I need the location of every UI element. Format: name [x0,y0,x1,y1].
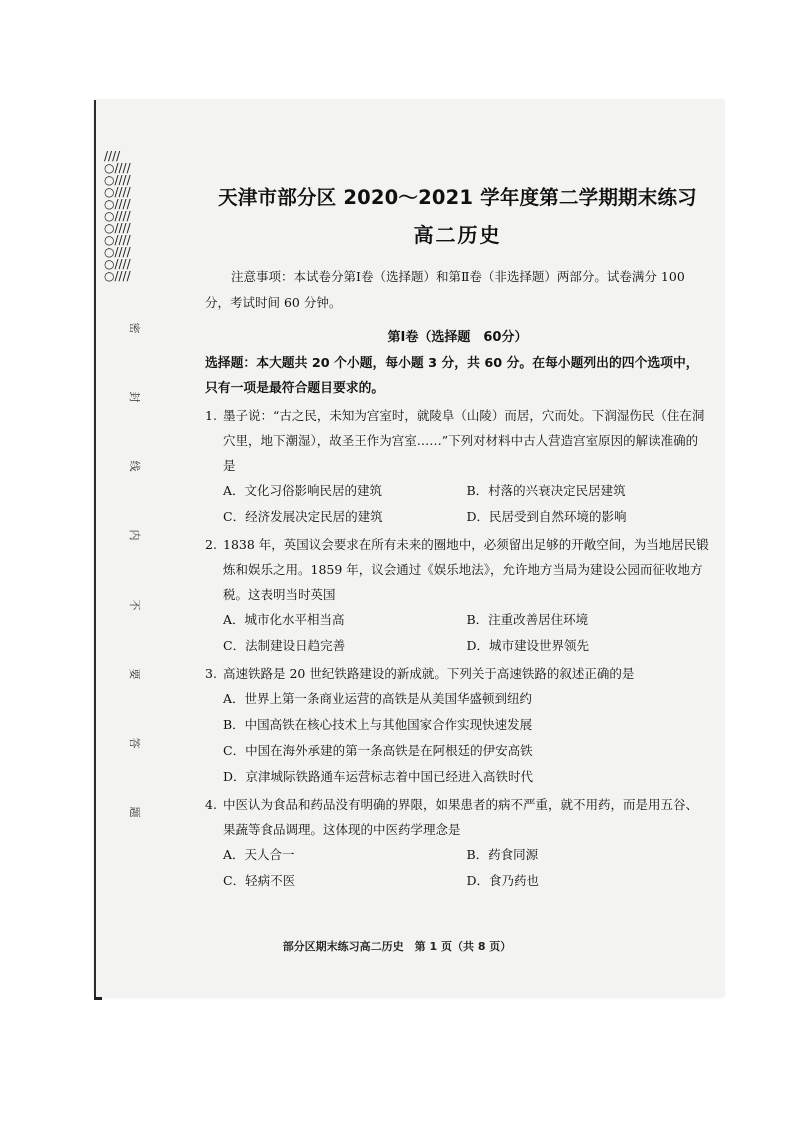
question-number: 4. [205,797,217,812]
question-stem [205,532,710,607]
question-1 [205,403,710,530]
answer-option: A．城市化水平相当高 [223,612,345,627]
question-number: 2. [205,537,217,552]
question-4 [205,792,710,894]
answer-option: A．天人合一 [223,847,295,862]
binding-word: 不 [128,599,141,611]
question-stem [205,403,710,478]
answer-option: C．中国在海外承建的第一条高铁是在阿根廷的伊安高铁 [223,743,533,758]
binding-word: 要 [128,668,141,680]
exam-notice: 注意事项：本试卷分第Ⅰ卷（选择题）和第Ⅱ卷（非选择题）两部分。试卷满分 100 分，考试时间 60 分钟。 [205,269,685,310]
binding-line-pattern: ////○////○////○////○////○////○////○////○////○////○//// [104,149,131,283]
question-list [205,403,710,894]
answer-option: D．食乃药也 [466,873,540,888]
section-description: 选择题：本大题共 20 个小题，每小题 3 分，共 60 分。在每小题列出的四个选项中，只有一项是最符合题目要求的。 [205,356,699,396]
page-footer: 部分区期末练习高二历史 第 1 页（共 8 页） [282,940,512,953]
answer-option: A．世界上第一条商业运营的高铁是从美国华盛顿到纽约 [223,691,533,706]
question-stem [205,661,710,686]
answer-option: C．经济发展决定民居的建筑 [223,509,383,524]
answer-options [205,842,710,894]
answer-options [205,607,710,659]
scan-edge-mark [94,997,102,1000]
question-3 [205,661,710,790]
answer-option: B．中国高铁在核心技术上与其他国家合作实现快速发展 [223,717,533,732]
binding-word: 内 [128,529,141,541]
exam-content [205,182,710,894]
binding-word: 题 [128,806,141,818]
question-number: 3. [205,666,217,681]
binding-word: 线 [128,460,141,472]
answer-option: C．轻病不医 [223,873,296,888]
answer-options [205,686,710,790]
answer-option: D．城市建设世界领先 [466,638,590,653]
answer-options [205,478,710,530]
answer-option: B．村落的兴衰决定民居建筑 [466,483,626,498]
question-text: 墨子说：“古之民，未知为宫室时，就陵阜（山陵）而居，穴而处。下润湿伤民（住在洞穴里，地下潮湿），故圣王作为宫室……”下列对材料中古人营造宫室原因的解读准确的是 [223,408,705,473]
section-heading: 第Ⅰ卷（选择题 60分） [387,330,528,345]
answer-option: A．文化习俗影响民居的建筑 [223,483,383,498]
exam-subject: 高二历史 [413,223,502,247]
answer-option: B．注重改善居住环境 [466,612,589,627]
binding-word: 答 [128,737,141,749]
binding-word: 封 [128,391,141,403]
exam-title: 天津市部分区 2020～2021 学年度第二学期期末练习 [218,186,697,209]
answer-option: D．民居受到自然环境的影响 [466,509,627,524]
binding-word: 密 [128,322,141,334]
answer-option: C．法制建设日趋完善 [223,638,346,653]
answer-option: D．京津城际铁路通车运营标志着中国已经进入高铁时代 [223,769,534,784]
question-text: 1838 年，英国议会要求在所有未来的圈地中，必须留出足够的开敞空间，为当地居民锻炼和娱乐之用。1859 年，议会通过《娱乐地法》，允许地方当局为建设公园而征收地方税。这表明当时英国 [223,537,709,602]
binding-words [128,320,142,820]
question-text: 高速铁路是 20 世纪铁路建设的新成就。下列关于高速铁路的叙述正确的是 [223,666,635,681]
question-number: 1. [205,408,217,423]
question-2 [205,532,710,659]
question-stem [205,792,710,842]
question-text: 中医认为食品和药品没有明确的界限，如果患者的病不严重，就不用药，而是用五谷、果蔬等食品调理。这体现的中医药学理念是 [223,797,699,837]
answer-option: B．药食同源 [466,847,539,862]
